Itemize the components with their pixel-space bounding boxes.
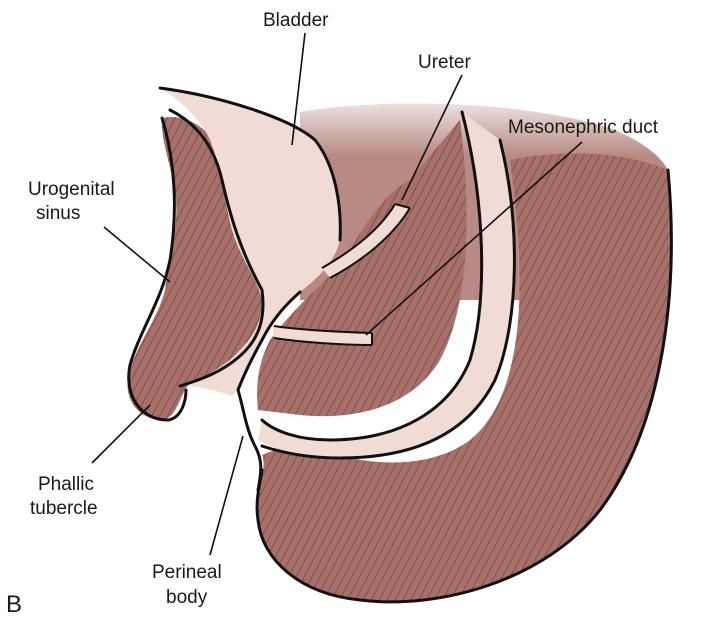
label-bladder: Bladder	[263, 10, 329, 31]
label-urogenital-sinus-1: Urogenital	[28, 179, 115, 200]
label-phallic-tubercle-1: Phallic	[38, 474, 94, 495]
label-perineal-body-1: Perineal	[152, 562, 222, 583]
label-urogenital-sinus-2: sinus	[36, 203, 81, 224]
leader-perineal-body	[210, 436, 243, 555]
label-ureter: Ureter	[418, 52, 471, 73]
leader-phallic-tubercle	[92, 405, 150, 463]
leader-urogenital-sinus	[104, 227, 170, 282]
label-perineal-body-2: body	[166, 587, 208, 608]
label-phallic-tubercle-2: tubercle	[30, 498, 98, 519]
label-mesonephric-duct: Mesonephric duct	[508, 117, 658, 138]
panel-letter: B	[6, 591, 23, 618]
